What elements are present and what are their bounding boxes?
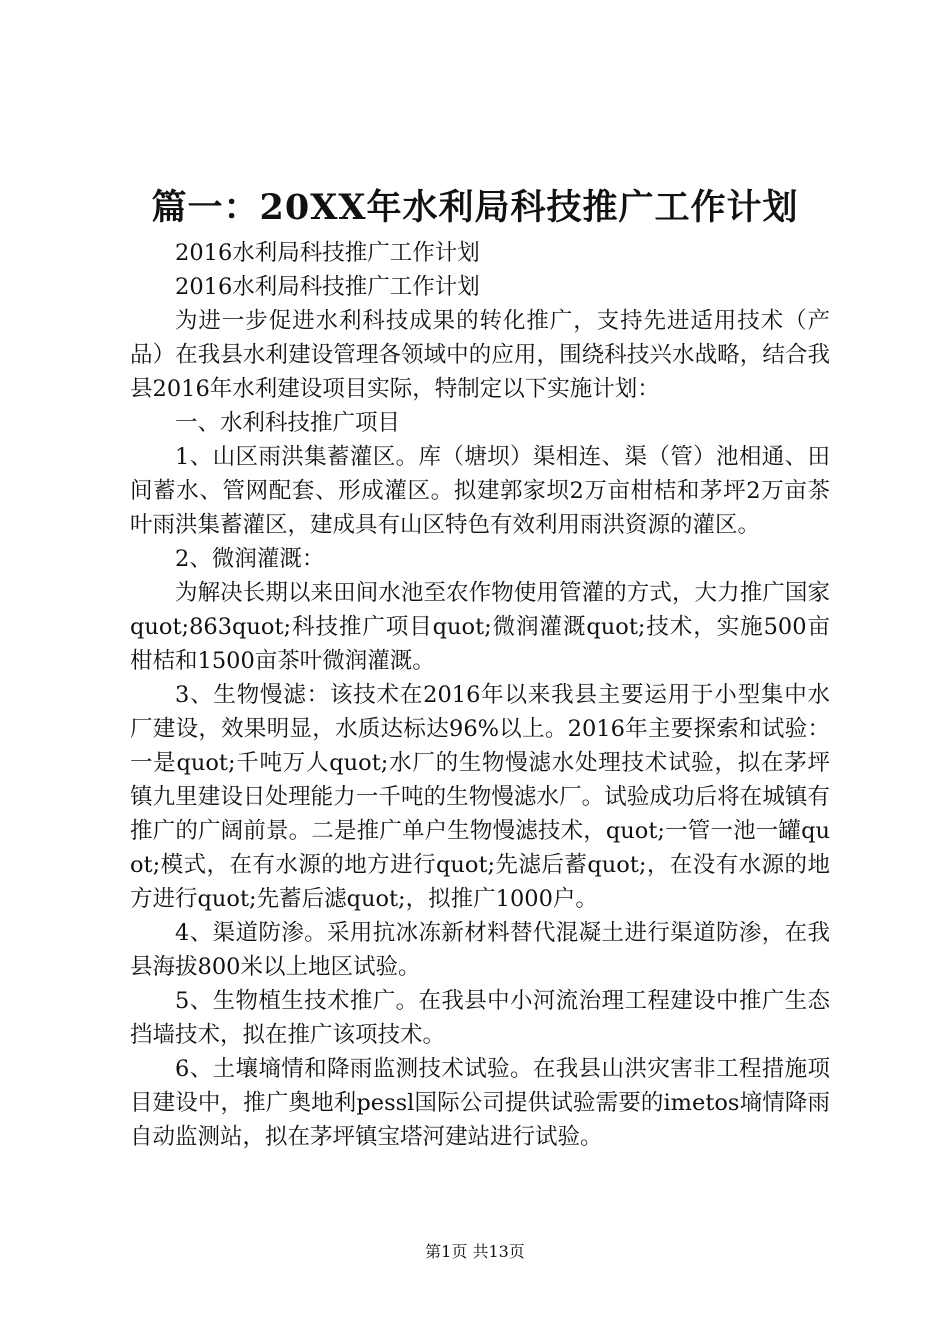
- paragraph: 5、生物植生技术推广。在我县中小河流治理工程建设中推广生态挡墙技术，拟在推广该项技术。: [130, 988, 830, 1048]
- paragraph: 6、土壤墒情和降雨监测技术试验。在我县山洪灾害非工程措施项目建设中，推广奥地利pessl国际公司提供试验需要的imetos墒情降雨自动监测站，拟在茅坪镇宝塔河建站进行试验。: [130, 1056, 830, 1150]
- paragraph: 2016水利局科技推广工作计划: [175, 274, 480, 300]
- section-heading: 一、水利科技推广项目: [175, 410, 401, 436]
- paragraph: 为解决长期以来田间水池至农作物使用管灌的方式，大力推广国家quot;863quot;科技推广项目quot;微润灌溉quot;技术，实施500亩柑桔和1500亩茶叶微润灌溉。: [130, 580, 830, 674]
- paragraph: 4、渠道防渗。采用抗冰冻新材料替代混凝土进行渠道防渗，在我县海拔800米以上地区试验。: [130, 920, 830, 980]
- paragraph: 2、微润灌溉：: [175, 546, 325, 572]
- paragraph: 为进一步促进水利科技成果的转化推广，支持先进适用技术（产品）在我县水利建设管理各领域中的应用，围绕科技兴水战略，结合我县2016年水利建设项目实际，特制定以下实施计划：: [130, 308, 830, 402]
- document-title: 篇一：20XX年水利局科技推广工作计划: [151, 187, 799, 228]
- paragraph: 3、生物慢滤：该技术在2016年以来我县主要运用于小型集中水厂建设，效果明显，水质达标达96%以上。2016年主要探索和试验：一是quot;千吨万人quot;水厂的生物慢滤水处理技术试验，拟在茅坪镇九里建设日处理能力一千吨的生物慢滤水厂。试验成功后将在城镇有推广的广阔前景。二是推广单户生物慢滤技术，quot;一管一池一罐quot;模式，在有水源的地方进行quot;先滤后蓄quot;，在没有水源的地方进行quot;先蓄后滤quot;，拟推广1000户。: [130, 682, 830, 912]
- paragraph: 1、山区雨洪集蓄灌区。库（塘坝）渠相连、渠（管）池相通、田间蓄水、管网配套、形成灌区。拟建郭家坝2万亩柑桔和茅坪2万亩茶叶雨洪集蓄灌区，建成具有山区特色有效利用雨洪资源的灌区。: [130, 444, 830, 538]
- document-body: [130, 236, 830, 1154]
- page-footer: 第1页 共13页: [425, 1242, 525, 1261]
- paragraph: 2016水利局科技推广工作计划: [175, 240, 480, 266]
